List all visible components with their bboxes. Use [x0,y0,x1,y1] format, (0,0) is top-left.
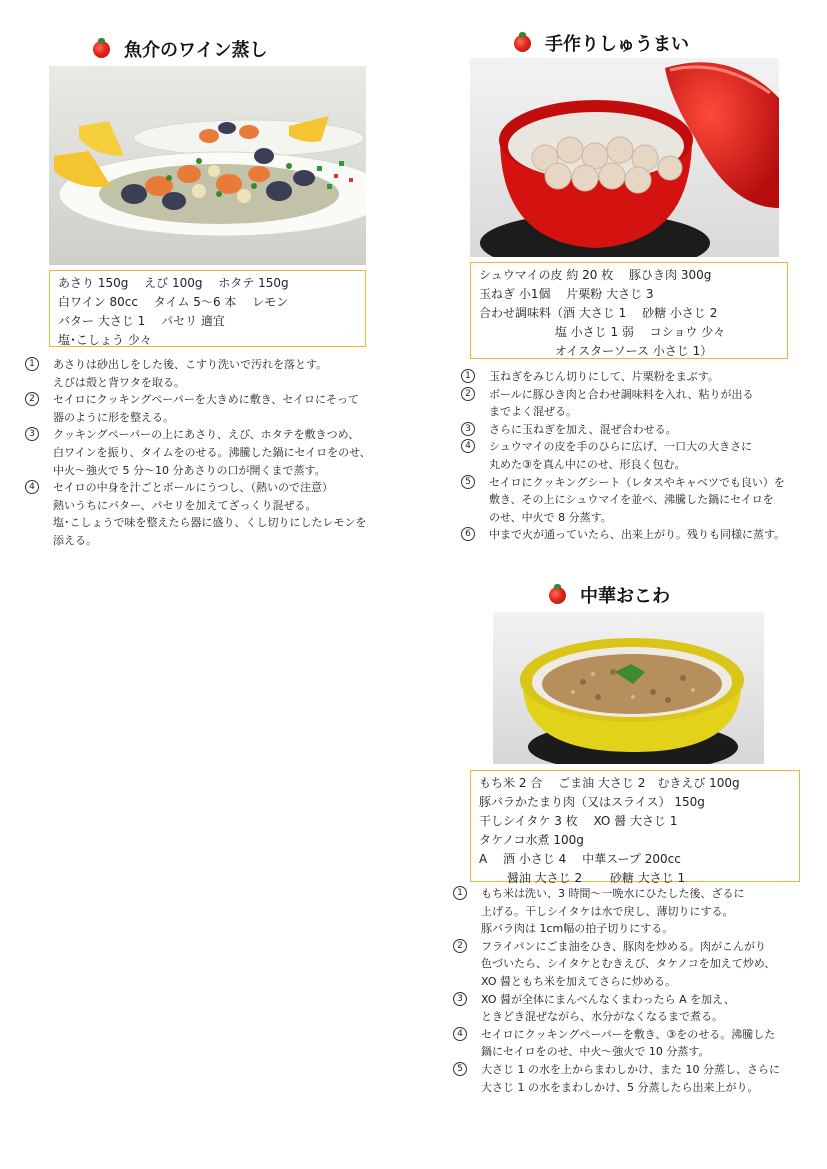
ingredients-box-okowa [470,770,800,885]
step-text: までよく混ぜる。 [489,405,577,419]
step-number: 4 [461,439,475,453]
step-text: フライパンにごま油をひき、豚肉を炒める。肉がこんがり [481,939,767,953]
recipe-title-text: 中華おこわ [580,586,670,607]
tomato-icon [549,587,566,604]
step-text: セイロにクッキングペーパーを大きめに敷き、セイロにそって [53,393,360,407]
step-item [461,368,821,386]
step-text: セイロにクッキングシート（レタスやキャベツでも良い）を [489,475,785,489]
step-item [461,421,821,439]
step-item [461,526,821,544]
step-item [453,991,813,1026]
step-item [461,474,821,527]
step-text: 鍋にセイロをのせ、中火～強火で 10 分蒸す。 [481,1045,710,1059]
step-text: ボールに豚ひき肉と合わせ調味料を入れ、粘りが出る [489,387,754,401]
step-number: 3 [453,992,467,1006]
steps-okowa [453,885,813,1096]
recipe-title-shumai [514,30,689,56]
ingredient-line: あさり 150g えび 100g ホタテ 150g [58,276,289,290]
step-text: 豚バラ肉は 1cm幅の拍子切りにする。 [481,922,674,936]
ingredient-line: タケノコ水煮 100g [479,833,584,847]
seafood-photo [49,66,366,265]
step-item [453,1026,813,1061]
step-number: 6 [461,527,475,541]
ingredient-line: 白ワイン 80cc タイム 5～6 本 レモン [58,295,289,309]
step-text: 白ワインを振り、タイムをのせる。沸騰した鍋にセイロをのせ、 [53,445,371,459]
step-text: のせ、中火で 8 分蒸す。 [489,510,612,524]
step-number: 1 [25,357,39,371]
step-item [25,426,405,479]
step-text: セイロの中身を汁ごとボールにうつし、（熱いので注意） [53,481,333,495]
step-item [453,938,813,991]
step-text: 大さじ 1 の水を上からまわしかけ、また 10 分蒸し、さらに [481,1062,780,1076]
step-text: セイロにクッキングペーパーを敷き、③をのせる。沸騰した [481,1027,776,1041]
step-number: 4 [25,480,39,494]
ingredient-line: 塩 小さじ 1 弱 コショウ 少々 [479,325,726,339]
ingredient-line: A 酒 小さじ 4 中華スープ 200cc [479,852,681,866]
step-item [453,1061,813,1096]
recipe-title-text: 手作りしゅうまい [545,34,689,55]
ingredient-line: 醤油 大さじ 2 砂糖 大さじ 1 [479,871,686,885]
step-text: もち米は洗い、3 時間～一晩水にひたした後、ざるに [481,887,745,900]
ingredients-box-shumai [470,262,788,359]
step-number: 2 [461,387,475,401]
step-text: ときどき混ぜながら、水分がなくなるまで煮る。 [481,1010,723,1024]
steps-seafood [25,356,405,550]
step-text: クッキングペーパーの上にあさり、えび、ホタテを敷きつめ、 [53,428,360,442]
step-text: 敷き、その上にシュウマイを並べ、沸騰した鍋にセイロを [489,493,774,507]
step-item [25,479,405,549]
ingredient-line: もち米 2 合 ごま油 大さじ 2 むきえび 100g [479,776,740,790]
step-text: XO 醤ともち米を加えてさらに炒める。 [481,974,676,988]
step-number: 5 [461,475,475,489]
step-text: えびは殻と背ワタを取る。 [53,375,185,389]
step-text: 大さじ 1 の水をまわしかけ、5 分蒸したら出来上がり。 [481,1080,759,1094]
step-item [461,438,821,473]
step-text: 塩･こしょうで味を整えたら器に盛り、くし切りにしたレモンを [53,516,367,530]
okowa-photo [493,612,764,764]
ingredient-line: シュウマイの皮 約 20 枚 豚ひき肉 300g [479,268,712,282]
step-text: XO 醤が全体にまんべんなくまわったら A を加え、 [481,992,735,1006]
step-text: あさりは砂出しをした後、こすり洗いで汚れを落とす。 [53,358,328,371]
step-number: 1 [453,886,467,900]
recipe-title-text: 魚介のワイン蒸し [124,40,268,61]
recipe-title-okowa [549,582,670,608]
step-number: 2 [25,392,39,406]
step-text: 丸めた③を真ん中にのせ、形良く包む。 [489,457,686,471]
step-text: 玉ねぎをみじん切りにして、片栗粉をまぶす。 [489,370,719,383]
step-number: 2 [453,939,467,953]
ingredients-box-seafood [49,270,366,347]
step-number: 5 [453,1062,467,1076]
ingredient-line: 玉ねぎ 小1個 片栗粉 大さじ 3 [479,287,654,301]
ingredient-line: 塩･こしょう 少々 [58,333,152,347]
ingredient-line: 合わせ調味料（酒 大さじ 1 砂糖 小さじ 2 [479,306,718,320]
step-text: 熱いうちにバター、パセリを加えてざっくり混ぜる。 [53,498,317,512]
recipe-title-seafood [93,36,267,62]
step-text: 色づいたら、シイタケとむきえび、タケノコを加えて炒め、 [481,957,776,971]
step-text: 上げる。干しシイタケは水で戻し、薄切りにする。 [481,904,734,918]
step-number: 4 [453,1027,467,1041]
ingredient-line: オイスターソース 小さじ 1） [479,344,713,358]
step-text: 添える。 [53,533,97,547]
steps-shumai [461,368,821,544]
step-item [453,885,813,938]
step-text: 中まで火が通っていたら、出来上がり。残りも同様に蒸す。 [489,528,786,542]
step-text: シュウマイの皮を手のひらに広げ、一口大の大きさに [489,440,753,454]
step-text: 中火～強火で 5 分～10 分あさりの口が開くまで蒸す。 [53,463,326,477]
step-item [25,356,405,391]
step-item [461,386,821,421]
step-number: 3 [461,422,475,436]
ingredient-line: バター 大さじ 1 パセリ 適宜 [58,314,225,328]
step-number: 3 [25,427,39,441]
shumai-photo [470,58,779,257]
step-text: さらに玉ねぎを加え、混ぜ合わせる。 [489,422,677,436]
step-text: 器のように形を整える。 [53,410,174,424]
tomato-icon [514,35,531,52]
tomato-icon [93,41,110,58]
step-item [25,391,405,426]
ingredient-line: 干しシイタケ 3 枚 XO 醤 大さじ 1 [479,814,678,828]
step-number: 1 [461,369,475,383]
ingredient-line: 豚バラかたまり肉（又はスライス） 150g [479,795,705,809]
